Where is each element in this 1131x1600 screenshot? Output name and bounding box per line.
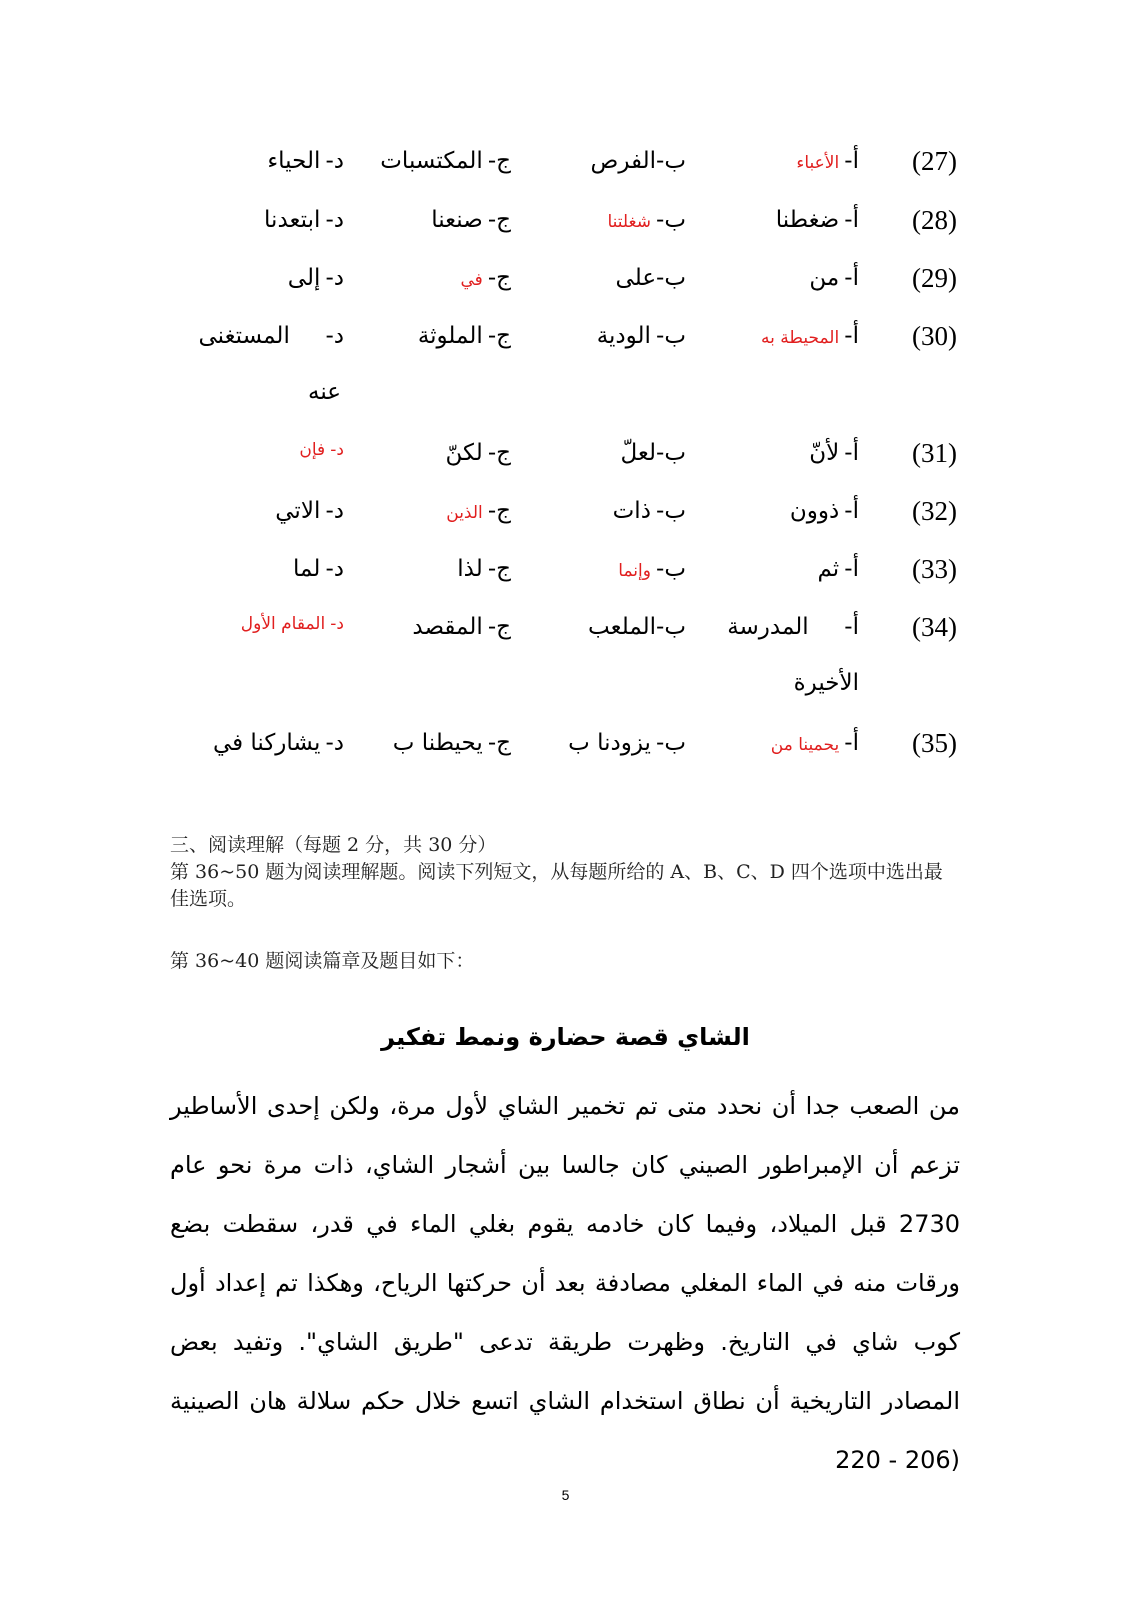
option-a: أ- من — [809, 265, 859, 291]
option-a: أ- ضغطنا — [775, 207, 859, 233]
page-number: 5 — [561, 1487, 570, 1503]
question-number: (29) — [912, 263, 957, 293]
section-instructions: 第 36~50 题为阅读理解题。阅读下列短文，从每题所给的 A、B、C、D 四个选项中选出最佳选项。 — [170, 861, 943, 910]
option-d: د- الاتي — [275, 498, 344, 524]
option-c: ج- صنعنا — [431, 207, 511, 233]
option-b: ب-الفرص — [590, 148, 686, 174]
option-b: ب-الملعب — [588, 614, 686, 640]
option-c: ج- في — [460, 265, 511, 291]
option-b: ب- شغلتنا — [607, 207, 686, 233]
question-row — [0, 142, 1131, 186]
question-row — [0, 259, 1131, 303]
passage-text: من الصعب جدا أن نحدد متى تم تخمير الشاي لأول مرة، ولكن إحدى الأساطير تزعم أن الإمبراطور الصيني كان جالسا بين أشجار الشاي، ذات مرة نحو عام 2730 قبل الميلاد، وفيما كان خادمه يقوم بغلي الماء في قدر، سقطت بضع ورقات منه في الماء المغلي مصادفة بعد أن حركتها الرياح، وهكذا تم إعداد أول كوب شاي في التاريخ. وظهرت طريقة تدعى "طريق الشاي". وتفيد بعض المصادر التاريخية أن نطاق استخدام الشاي اتسع خلال حكم سلالة هان الصينية (206 - 220 — [170, 1092, 960, 1474]
question-row — [0, 434, 1131, 478]
question-row — [0, 724, 1131, 768]
option-d: د- المقام الأول — [240, 614, 344, 634]
option-a: أ- الأعباء — [796, 148, 859, 174]
option-d: د- المستغنى — [198, 323, 344, 349]
question-number: (31) — [912, 438, 957, 468]
question-number: (30) — [912, 321, 957, 351]
option-d: د- فإن — [299, 440, 344, 460]
question-number: (32) — [912, 496, 957, 526]
option-a: أ- ذوون — [789, 498, 859, 524]
option-a: أ- ثم — [817, 556, 859, 582]
option-b: ب- الودية — [596, 323, 686, 349]
question-row — [0, 492, 1131, 536]
question-number: (33) — [912, 554, 957, 584]
question-row — [0, 550, 1131, 594]
option-d: د- الحياء — [267, 148, 344, 174]
option-d: د- إلى — [287, 265, 344, 291]
option-a: أ- المحيطة به — [761, 323, 859, 349]
option-c: ج- لذا — [457, 556, 511, 582]
option-d: د- يشاركنا في — [212, 730, 344, 756]
option-b: ب-على — [615, 265, 686, 291]
option-c: ج- المقصد — [412, 614, 511, 640]
section-subheading: 第 36~40 题阅读篇章及题目如下： — [170, 950, 475, 972]
option-d: د- ابتعدنا — [264, 207, 344, 233]
section-heading: 三、阅读理解（每题 2 分，共 30 分） — [170, 834, 497, 856]
option-b: ب-لعلّ — [620, 440, 686, 466]
option-b: ب- يزودنا ب — [568, 730, 686, 756]
option-a: أ- يحمينا من — [770, 730, 859, 756]
option-c: ج- الذين — [446, 498, 511, 524]
option-a-continuation: الأخيرة — [793, 670, 859, 696]
option-a: أ- لأنّ — [809, 440, 859, 466]
question-number: (28) — [912, 205, 957, 235]
question-row — [0, 608, 1131, 652]
option-c: ج- يحيطنا ب — [392, 730, 511, 756]
question-number: (27) — [912, 146, 957, 176]
option-d-continuation: عنه — [308, 379, 341, 405]
option-c: ج- لكنّ — [445, 440, 511, 466]
question-row — [0, 201, 1131, 245]
option-c: ج- المكتسبات — [380, 148, 511, 174]
option-d: د- لما — [293, 556, 344, 582]
option-c: ج- الملوثة — [417, 323, 511, 349]
question-number: (35) — [912, 728, 957, 758]
passage-title: الشاي قصة حضارة ونمط تفكير — [381, 1023, 750, 1051]
question-row — [0, 317, 1131, 361]
question-number: (34) — [912, 612, 957, 642]
option-b: ب- ذات — [612, 498, 686, 524]
option-b: ب- وإنما — [618, 556, 686, 582]
option-a: أ- المدرسة — [727, 614, 859, 640]
